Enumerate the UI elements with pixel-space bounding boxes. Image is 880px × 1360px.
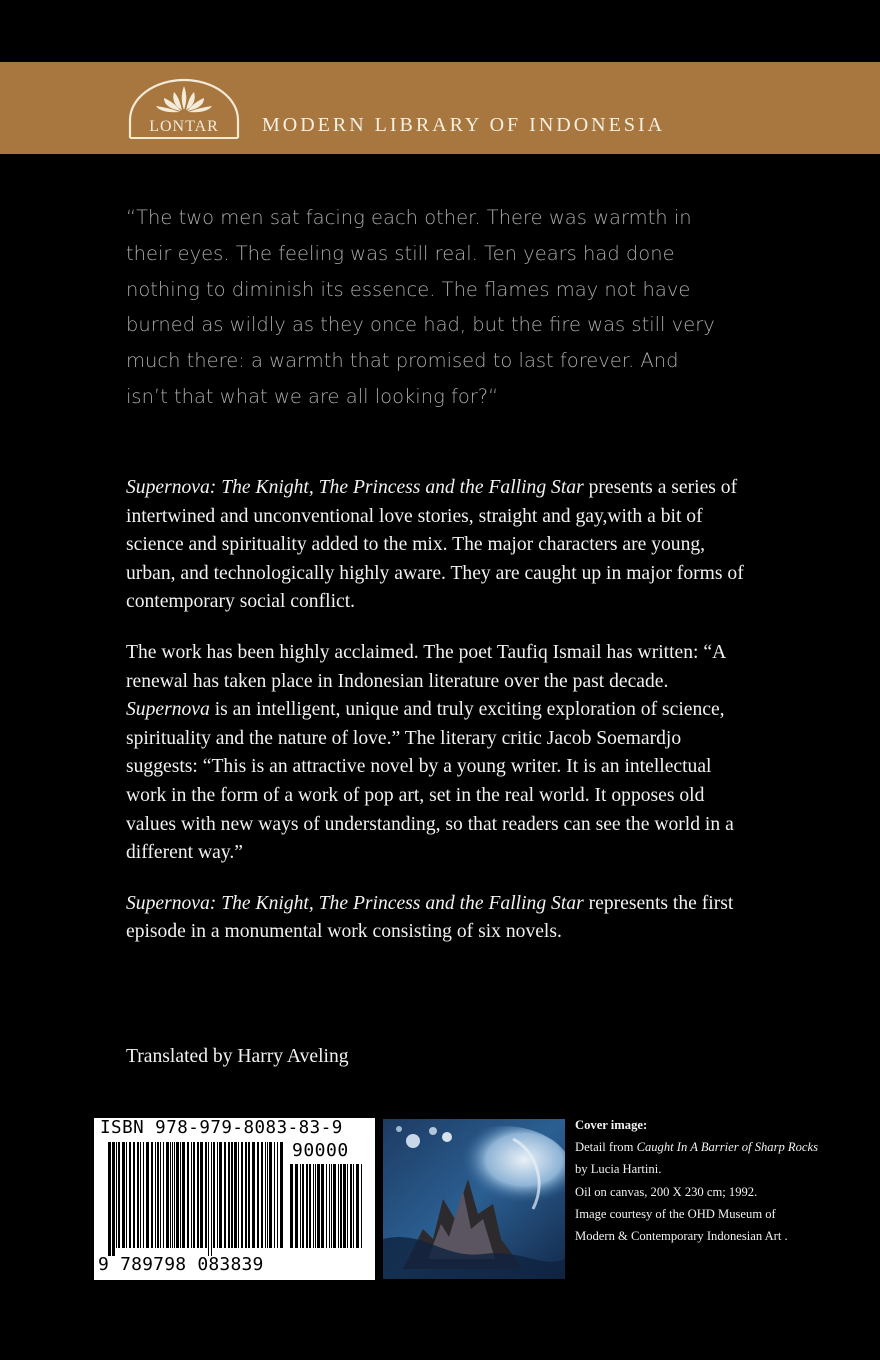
barcode-bar: [326, 1164, 327, 1248]
barcode-bar: [213, 1142, 215, 1248]
barcode-bar: [217, 1142, 218, 1248]
barcode-bar: [163, 1142, 164, 1248]
credit-label: Cover image:: [575, 1118, 648, 1132]
barcode-bar: [208, 1142, 209, 1256]
barcode-bar: [252, 1142, 255, 1248]
barcode-bar: [137, 1142, 139, 1248]
barcode-bar: [231, 1142, 233, 1248]
cover-image-credit: [575, 1114, 875, 1247]
blurb-text: The work has been highly acclaimed. The poet Taufiq Ismail has written: “A renewal has taken place in Indonesian literature over the past decade.: [126, 641, 726, 692]
barcode-bar: [267, 1142, 268, 1248]
barcode-bar: [356, 1164, 359, 1248]
barcode-bar: [193, 1142, 195, 1248]
barcode-bar: [350, 1164, 352, 1248]
blurb-text: is an intelligent, unique and truly exciting exploration of science, spirituality and the nature of love.” The literary critic Jacob Soemardjo suggests: “This is an attractive novel by a young writer. It is an intellectual work in the form of a work of pop art, set in the real world. It opposes old values with new ways of understanding, so that readers can see the world in a different way.”: [126, 699, 734, 864]
barcode-bar: [333, 1164, 336, 1248]
barcode-bar: [238, 1142, 239, 1248]
barcode-bar: [133, 1142, 135, 1248]
barcode-bar: [248, 1142, 250, 1248]
barcode-bar: [353, 1164, 354, 1248]
barcode-bar: [343, 1164, 346, 1248]
barcode-bar: [122, 1142, 125, 1248]
barcode-bar: [211, 1142, 212, 1256]
barcode-bar: [338, 1164, 339, 1248]
blurb-paragraph-1: [126, 474, 746, 617]
barcode-bar: [274, 1142, 275, 1248]
barcode-bar: [205, 1142, 207, 1248]
series-band: [0, 62, 880, 154]
book-description: [126, 474, 746, 969]
credit-artist: by Lucia Hartini.: [575, 1162, 662, 1177]
addon-barcode-bars: [290, 1164, 364, 1256]
ean-number: 9 789798 083839: [98, 1254, 264, 1275]
barcode-bar: [180, 1142, 181, 1248]
barcode-bar: [157, 1142, 159, 1248]
barcode-bar: [224, 1142, 226, 1248]
painting-title: Caught In A Barrier of Sharp Rocks: [636, 1140, 819, 1155]
barcode-bar: [313, 1164, 314, 1248]
barcode-bar: [331, 1164, 332, 1248]
barcode-bar: [228, 1142, 230, 1248]
barcode-bar: [187, 1142, 189, 1248]
barcode-bar: [160, 1142, 161, 1248]
addon-number: 90000: [292, 1140, 349, 1161]
barcode-bar: [174, 1142, 175, 1248]
barcode-bar: [315, 1164, 316, 1248]
barcode-bar: [170, 1142, 171, 1248]
barcode-bar: [116, 1142, 117, 1248]
barcode-bar: [340, 1164, 342, 1248]
barcode-bar: [309, 1164, 311, 1248]
barcode-bar: [143, 1142, 144, 1248]
isbn-barcode: [94, 1118, 375, 1280]
barcode-bar: [302, 1164, 304, 1248]
barcode-bar: [280, 1142, 283, 1248]
barcode-bar: [347, 1164, 348, 1248]
barcode-bar: [234, 1142, 237, 1248]
barcode-bar: [172, 1142, 173, 1248]
book-title: Supernova: The Knight, The Princess and the Falling Star: [126, 477, 584, 498]
book-title: Supernova: The Knight, The Princess and the Falling Star: [126, 892, 584, 914]
barcode-bar: [191, 1142, 192, 1248]
barcode-bar: [277, 1142, 278, 1248]
barcode-bar: [300, 1164, 301, 1248]
ean-barcode-bars: [108, 1142, 283, 1256]
barcode-bar: [261, 1142, 263, 1248]
barcode-bar: [295, 1164, 298, 1248]
series-title: MODERN LIBRARY OF INDONESIA: [262, 114, 666, 136]
logo-text: LONTAR: [149, 118, 219, 135]
blurb-paragraph-3: [126, 890, 746, 947]
barcode-bar: [151, 1142, 153, 1248]
book-title: Supernova: [126, 699, 210, 721]
barcode-bar: [200, 1142, 203, 1248]
barcode-bar: [155, 1142, 156, 1248]
barcode-bar: [269, 1142, 272, 1248]
translator-credit: Translated by Harry Aveling: [126, 1046, 349, 1067]
blurb-paragraph-2: [126, 639, 746, 868]
barcode-bar: [182, 1142, 185, 1248]
barcode-bar: [197, 1142, 199, 1248]
barcode-bar: [166, 1142, 169, 1248]
barcode-bar: [245, 1142, 247, 1248]
credit-medium: Oil on canvas, 200 X 230 cm; 1992.: [575, 1184, 758, 1199]
isbn-label: ISBN 978-979-8083-83-9: [100, 1118, 343, 1138]
barcode-bar: [321, 1164, 324, 1248]
barcode-bar: [146, 1142, 149, 1248]
barcode-bar: [126, 1142, 127, 1248]
credit-detail-prefix: Detail from: [575, 1140, 637, 1155]
barcode-bar: [129, 1142, 131, 1248]
barcode-bar: [140, 1142, 141, 1248]
blurb-text: represents the first episode in a monumental work consisting of six novels.: [126, 892, 734, 943]
barcode-bar: [108, 1142, 111, 1256]
barcode-bar: [112, 1142, 115, 1256]
blurb-text: presents a series of intertwined and unconventional love stories, straight and gay,with a bit of science and spirituality added to the mix. The major characters are young, urban, and technologically highly aware. They are caught up in major forms of contemporary social conflict.: [126, 477, 744, 613]
barcode-bar: [329, 1164, 330, 1248]
barcode-bar: [118, 1142, 120, 1248]
lontar-logo: [126, 78, 242, 140]
barcode-bar: [241, 1142, 243, 1248]
barcode-bar: [317, 1164, 320, 1248]
barcode-bar: [306, 1164, 308, 1248]
cover-painting-thumbnail: [383, 1119, 565, 1279]
barcode-bar: [219, 1142, 222, 1248]
barcode-bar: [290, 1164, 293, 1248]
credit-courtesy-2: Modern & Contemporary Indonesian Art .: [575, 1229, 788, 1244]
credit-courtesy-1: Image courtesy of the OHD Museum of: [575, 1206, 776, 1221]
barcode-bar: [176, 1142, 179, 1248]
credit-detail: [575, 1136, 875, 1158]
barcode-bar: [257, 1142, 259, 1248]
pull-quote: “The two men sat facing each other. There was warmth in their eyes. The feeling was still real. Ten years had done nothing to diminish its essence. The flames may not have burned as wildly as they once had, but the fire was still very much there: a warmth that promised to last forever. And isn’t that what we are all looking for?“: [126, 206, 715, 408]
barcode-bar: [361, 1164, 362, 1248]
barcode-bar: [265, 1142, 266, 1248]
